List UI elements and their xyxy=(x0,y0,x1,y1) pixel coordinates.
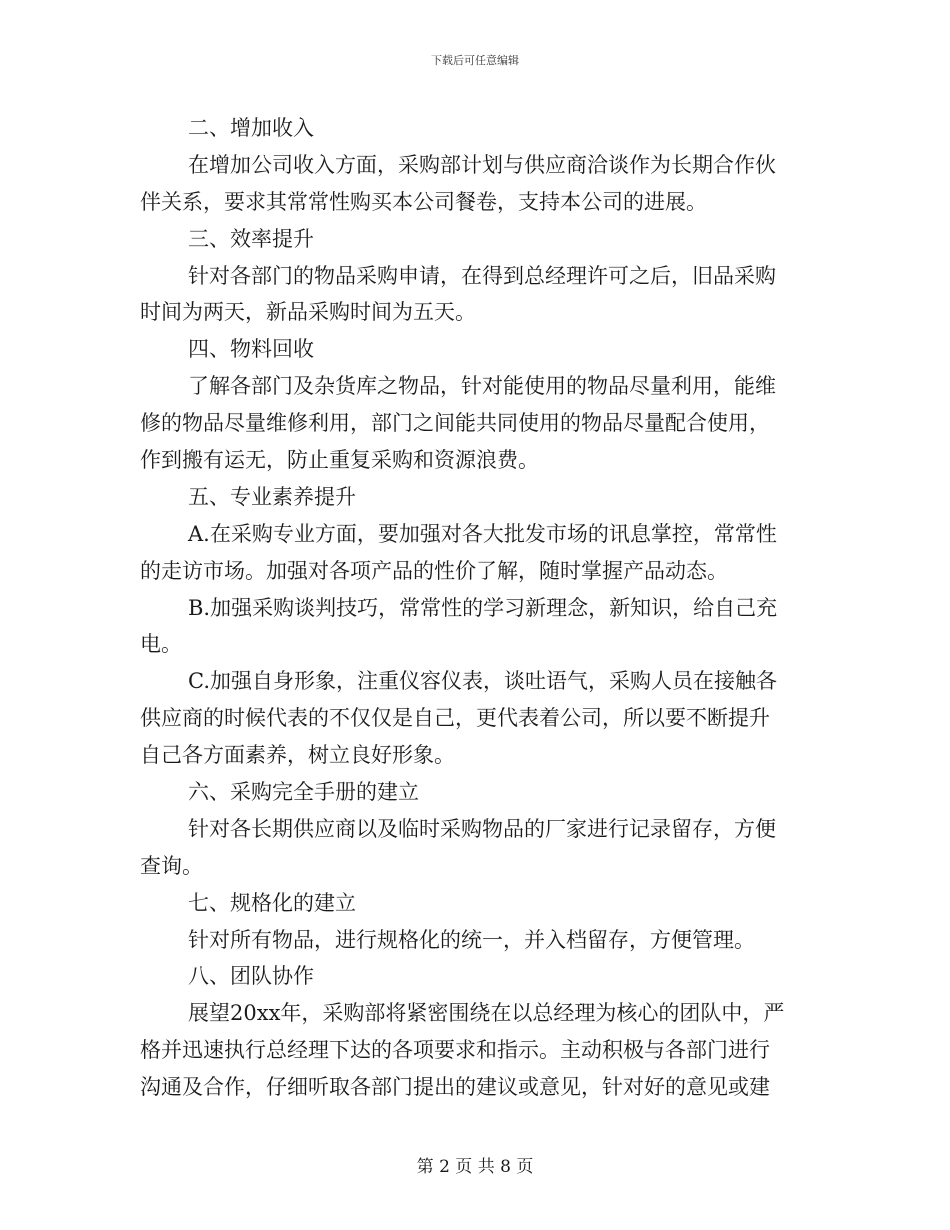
paragraph-line: 了解各部门及杂货库之物品，针对能使用的物品尽量利用，能维 xyxy=(188,374,776,399)
page-footer: 第 2 页 共 8 页 xyxy=(416,1157,534,1177)
paragraph-line: 自己各方面素养，树立良好形象。 xyxy=(140,743,455,768)
section-heading: 六、采购完全手册的建立 xyxy=(188,780,419,805)
paragraph-line: 修的物品尽量维修利用，部门之间能共同使用的物品尽量配合使用， xyxy=(140,411,770,436)
section-heading: 三、效率提升 xyxy=(188,226,314,251)
paragraph-line: 格并迅速执行总经理下达的各项要求和指示。主动积极与各部门进行 xyxy=(140,1038,770,1063)
page-header: 下载后可任意编辑 xyxy=(431,54,519,67)
paragraph-line: 电。 xyxy=(140,632,182,657)
paragraph-line: 作到搬有运无，防止重复采购和资源浪费。 xyxy=(140,448,539,473)
section-heading: 八、团队协作 xyxy=(188,964,314,989)
section-heading: 四、物料回收 xyxy=(188,337,314,362)
paragraph-line: 针对所有物品，进行规格化的统一，并入档留存，方便管理。 xyxy=(188,927,755,952)
section-heading: 七、规格化的建立 xyxy=(188,890,356,915)
paragraph-line: 供应商的时候代表的不仅仅是自己，更代表着公司，所以要不断提升 xyxy=(140,706,770,731)
paragraph-line: 在增加公司收入方面，采购部计划与供应商洽谈作为长期合作伙 xyxy=(188,152,776,177)
paragraph-line: C.加强自身形象，注重仪容仪表，谈吐语气，采购人员在接触各 xyxy=(188,669,777,694)
paragraph-line: 针对各部门的物品采购申请，在得到总经理许可之后，旧品采购 xyxy=(188,263,776,288)
paragraph-line: 时间为两天，新品采购时间为五天。 xyxy=(140,300,476,325)
document-body xyxy=(140,110,800,1106)
section-heading: 五、专业素养提升 xyxy=(188,484,356,509)
paragraph-line: 伴关系，要求其常常性购买本公司餐卷，支持本公司的进展。 xyxy=(140,189,707,214)
paragraph-line: 展望20xx年，采购部将紧密围绕在以总经理为核心的团队中，严 xyxy=(188,1001,785,1026)
section-heading: 二、增加收入 xyxy=(188,116,314,140)
paragraph-line: 针对各长期供应商以及临时采购物品的厂家进行记录留存，方便 xyxy=(188,816,776,841)
paragraph-line: 的走访市场。加强对各项产品的性价了解，随时掌握产品动态。 xyxy=(140,558,728,583)
paragraph-line: 沟通及合作，仔细听取各部门提出的建议或意见，针对好的意见或建 xyxy=(140,1075,770,1100)
paragraph-line: B.加强采购谈判技巧，常常性的学习新理念，新知识，给自己充 xyxy=(188,595,778,620)
paragraph-line: A.在采购专业方面，要加强对各大批发市场的讯息掌控，常常性 xyxy=(188,521,777,546)
paragraph-line: 查询。 xyxy=(140,853,203,878)
